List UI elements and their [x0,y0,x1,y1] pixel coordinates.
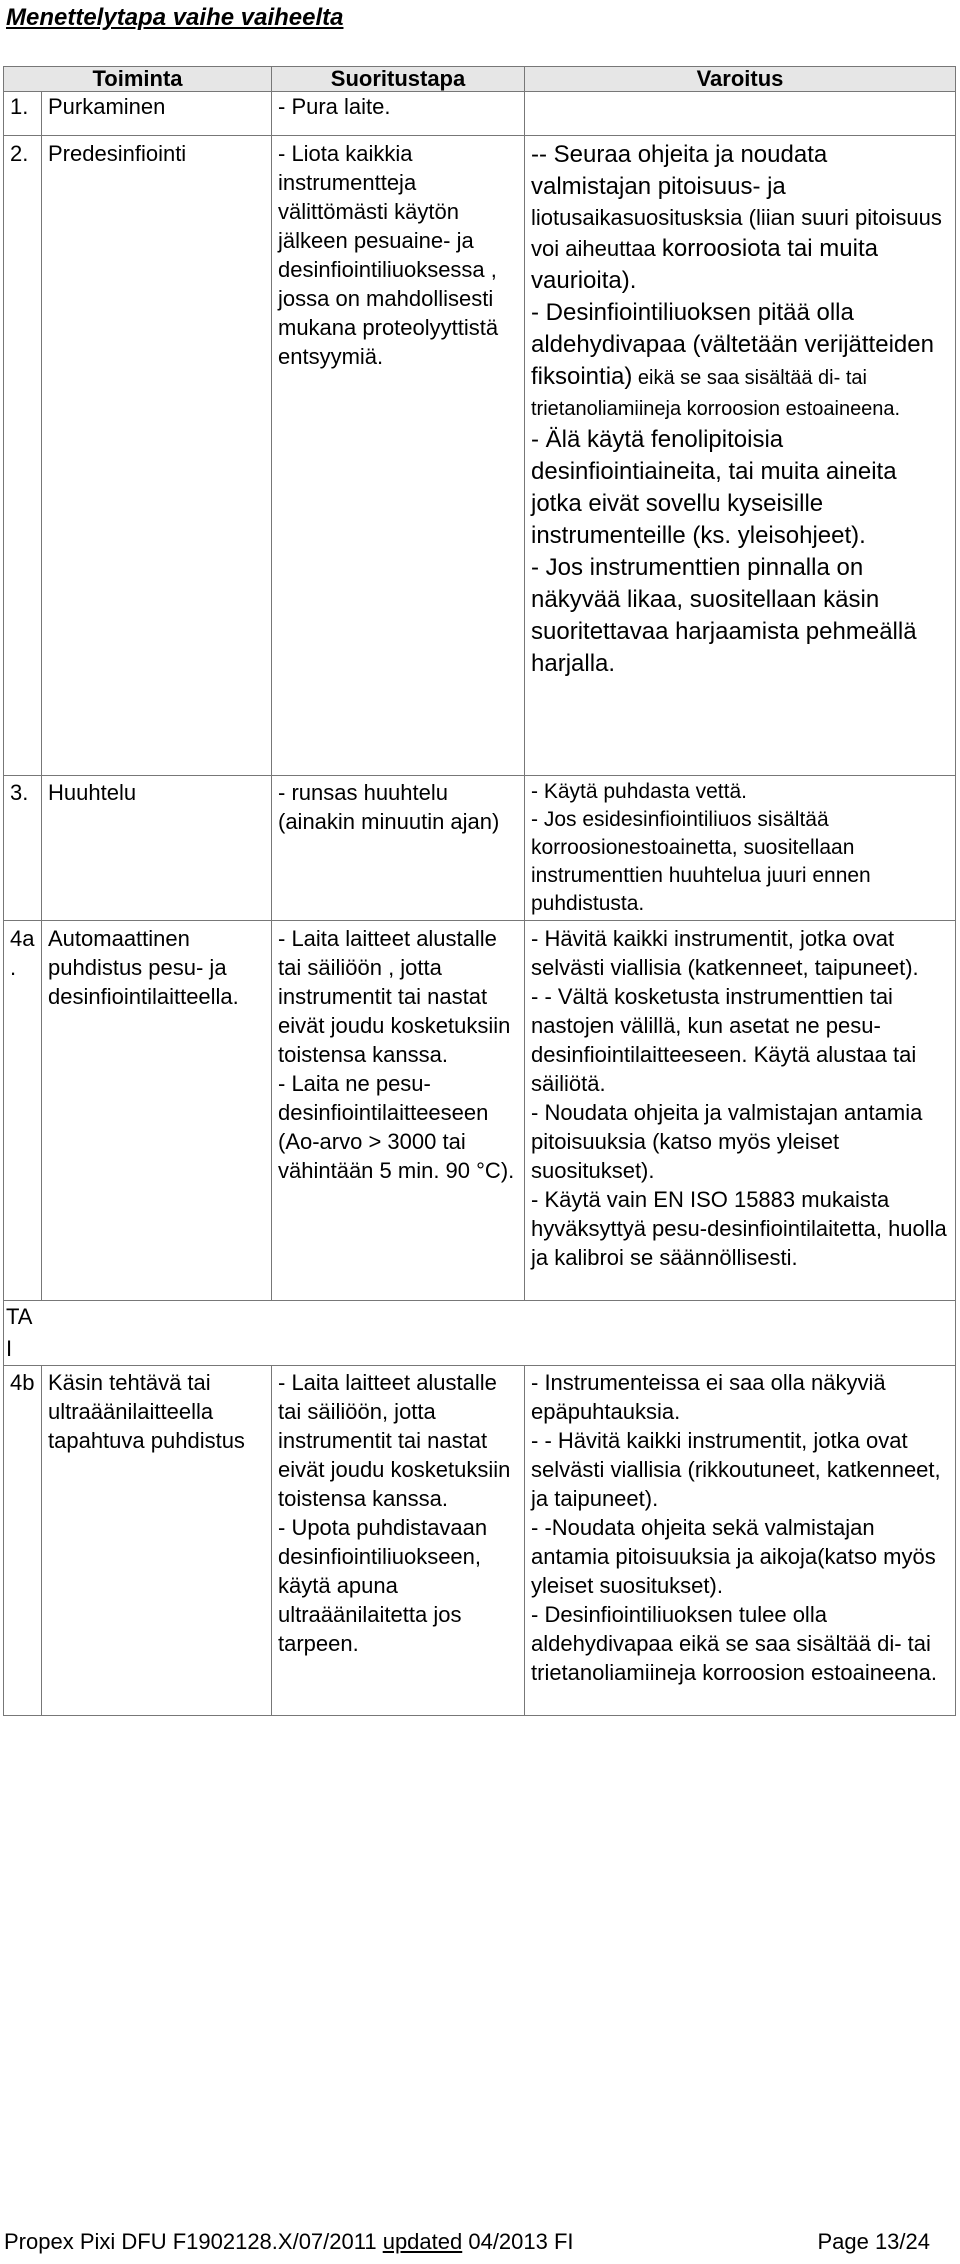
warning-text: korroosiota tai muita vaurioita). [531,235,878,294]
row-action: Purkaminen [42,92,272,136]
separator-label: TAI [4,1301,42,1366]
row-procedure: - Pura laite. [272,92,525,136]
warning-line: - Desinfiointiliuoksen tulee olla aldehydivapaa eikä se saa sisältää di- tai trietanoliamiineja korroosion estoaineena. [531,1602,938,1685]
row-procedure: - runsas huuhtelu (ainakin minuutin ajan) [272,776,525,921]
row-number: 4a. [4,921,42,1301]
table-row [4,1366,956,1716]
table-row [4,776,956,921]
header-toiminta: Toiminta [4,67,272,92]
procedure-line: - Upota puhdistavaan desinfiointiliuokseen, käytä apuna ultraäänilaitetta jos tarpeen. [278,1515,488,1656]
row-action: Käsin tehtävä tai ultraäänilaitteella tapahtuva puhdistus [42,1366,272,1716]
warning-line: - - Vältä kosketusta instrumenttien tai nastojen välillä, kun asetat ne pesu-desinfiointilaitteeseen. Käytä alustaa tai säiliötä. [531,984,917,1096]
warning-text: -- Seuraa ohjeita ja noudata valmistajan pitoisuus- ja [531,141,828,200]
row-warning [525,776,956,921]
row-number: 2. [4,136,42,776]
table-row [4,92,956,136]
warning-text: - Desinfiointiliuoksen pitää olla aldehydivapaa (vältetään verijätteiden fiksointia) [531,299,934,390]
row-warning [525,92,956,136]
warning-line: - Jos esidesinfiointiliuos sisältää korroosionestoainetta, suositellaan instrumenttien huuhtelua juuri ennen puhdistusta. [531,808,871,915]
warning-text: - Älä käytä fenolipitoisia desinfiointiaineita, tai muita aineita jotka eivät sovellu kyseisille instrumenteille (ks. yleisohjeet). [531,426,897,549]
warning-text: liotusaikasuositusksia (liian suuri pitoisuus voi aiheuttaa [531,205,942,261]
row-action: Predesinfiointi [42,136,272,776]
row-warning [525,921,956,1301]
procedure-table [3,66,956,1716]
separator-row [4,1301,956,1366]
page-footer [4,2229,930,2255]
warning-line: - Käytä vain EN ISO 15883 mukaista hyväksyttyä pesu-desinfiointilaitetta, huolla ja kalibroi se säännöllisesti. [531,1187,947,1270]
row-procedure [272,1366,525,1716]
warning-text: - Jos instrumenttien pinnalla on näkyvää likaa, suositellaan käsin suoritettavaa harjaamista pehmeällä harjalla. [531,554,917,677]
warning-line: - Käytä puhdasta vettä. [531,780,747,803]
row-warning [525,136,956,776]
warning-line: - - Hävitä kaikki instrumentit, jotka ovat selvästi viallisia (rikkoutuneet, katkenneet, ja taipuneet). [531,1428,941,1511]
footer-doc-suffix: 04/2013 FI [462,2229,574,2254]
footer-document-id [4,2229,574,2255]
row-number: 1. [4,92,42,136]
row-number: 4b [4,1366,42,1716]
page-title: Menettelytapa vaihe vaiheelta [6,4,344,31]
header-varoitus: Varoitus [525,67,956,92]
footer-page-number: Page 13/24 [817,2229,930,2254]
footer-updated-label: updated [382,2229,463,2254]
warning-line: - Hävitä kaikki instrumentit, jotka ovat selvästi viallisia (katkenneet, taipuneet). [531,926,919,980]
row-number: 3. [4,776,42,921]
row-action: Automaattinen puhdistus pesu- ja desinfiointilaitteella. [42,921,272,1301]
warning-text: eikä se saa sisältää di- tai trietanoliamiineja korroosion estoaineena. [531,367,901,420]
footer-doc-prefix: Propex Pixi DFU F1902128.X/07/2011 [4,2229,383,2254]
warning-line: - Noudata ohjeita ja valmistajan antamia pitoisuuksia (katso myös yleiset suositukset). [531,1100,923,1183]
procedure-line: - Laita ne pesu-desinfiointilaitteeseen (Ao-arvo > 3000 tai vähintään 5 min. 90 °C). [278,1071,515,1183]
table-header-row [4,67,956,92]
separator-spacer [42,1301,956,1366]
header-suoritustapa: Suoritustapa [272,67,525,92]
row-procedure: - Liota kaikkia instrumentteja välittömästi käytön jälkeen pesuaine- ja desinfiointiliuoksessa , jossa on mahdollisesti mukana proteolyyttistä entsyymiä. [272,136,525,776]
table-row [4,921,956,1301]
table-row [4,136,956,776]
row-warning [525,1366,956,1716]
warning-line: - Instrumenteissa ei saa olla näkyviä epäpuhtauksia. [531,1370,886,1424]
row-action: Huuhtelu [42,776,272,921]
row-procedure [272,921,525,1301]
procedure-line: - Laita laitteet alustalle tai säiliöön , jotta instrumentit tai nastat eivät joudu kosketuksiin toistensa kanssa. [278,926,511,1067]
warning-line: - -Noudata ohjeita sekä valmistajan antamia pitoisuuksia ja aikoja(katso myös yleiset suositukset). [531,1515,936,1598]
procedure-line: - Laita laitteet alustalle tai säiliöön, jotta instrumentit tai nastat eivät joudu kosketuksiin toistensa kanssa. [278,1370,511,1511]
